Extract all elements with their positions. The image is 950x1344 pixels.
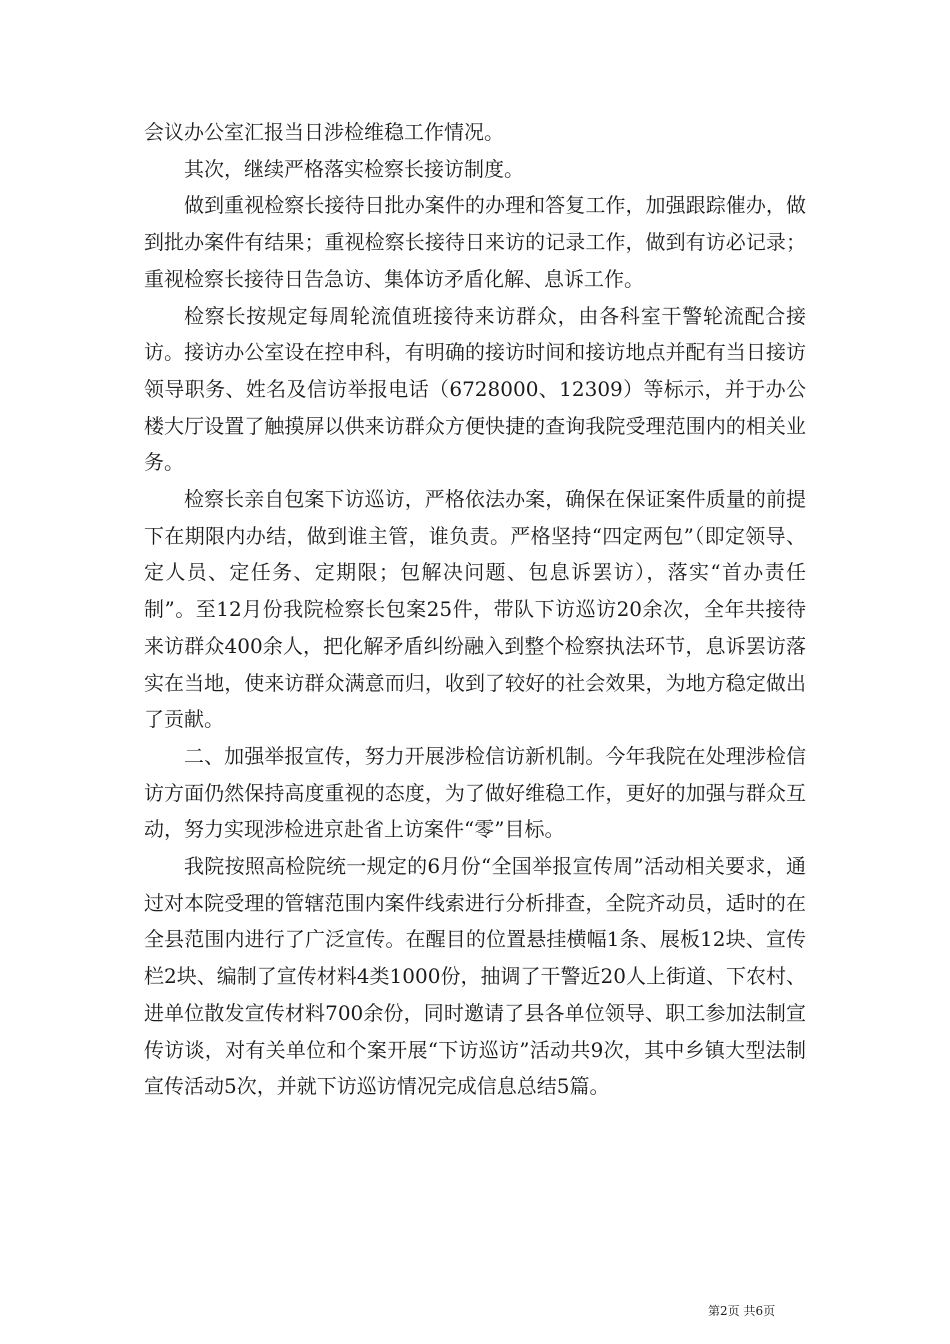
footer-prefix: 第 <box>708 1304 721 1318</box>
paragraph-1: 会议办公室汇报当日涉检维稳工作情况。 <box>144 120 504 144</box>
paragraph-7: 我院按照高检院统一规定的6月份“全国举报宣传周”活动相关要求，通过对本院受理的管辖范围内案件线索进行分析排查，全院齐动员，适时的在全县范围内进行了广泛宣传。在醒目的位置悬挂横幅1条、展板12块、宣传栏2块、编制了宣传材料4类1000份，抽调了干警近20人上街道、下农村、进单位散发宣传材料700余份，同时邀请了县各单位领导、职工参加法制宣传访谈，对有关单位和个案开展“下访巡访”活动共9次，其中乡镇大型法制宣传活动5次，并就下访巡访情况完成信息总结5篇。 <box>144 854 806 1099</box>
paragraph-3: 做到重视检察长接待日批办案件的办理和答复工作，加强跟踪催办，做到批办案件有结果；重视检察长接待日来访的记录工作，做到有访必记录；重视检察长接待日告急访、集体访矛盾化解、息诉工作。 <box>144 193 806 291</box>
paragraph-4: 检察长按规定每周轮流值班接待来访群众，由各科室干警轮流配合接访。接访办公室设在控申科，有明确的接访时间和接访地点并配有当日接访领导职务、姓名及信访举报电话（6728000、12309）等标示，并于办公楼大厅设置了触摸屏以供来访群众方便快捷的查询我院受理范围内的相关业务。 <box>144 303 806 475</box>
page-footer <box>708 1303 775 1319</box>
footer-middle: 页 共 <box>727 1304 756 1318</box>
footer-suffix: 页 <box>763 1304 776 1318</box>
footer-current-page: 2 <box>720 1304 728 1318</box>
paragraph-6: 二、加强举报宣传，努力开展涉检信访新机制。今年我院在处理涉检信访方面仍然保持高度重视的态度，为了做好维稳工作，更好的加强与群众互动，努力实现涉检进京赴省上访案件“零”目标。 <box>144 743 806 842</box>
paragraph-5: 检察长亲自包案下访巡访，严格依法办案，确保在保证案件质量的前提下在期限内办结，做到谁主管，谁负责。严格坚持“四定两包”（即定领导、定人员、定任务、定期限；包解决问题、包息诉罢访），落实“首办责任制”。至12月份我院检察长包案25件，带队下访巡访20余次，全年共接待来访群众400余人，把化解矛盾纠纷融入到整个检察执法环节，息诉罢访落实在当地，使来访群众满意而归，收到了较好的社会效果，为地方稳定做出了贡献。 <box>144 487 806 732</box>
document-body <box>144 114 806 1105</box>
footer-total-pages: 6 <box>755 1304 764 1318</box>
paragraph-2: 其次，继续严格落实检察长接访制度。 <box>184 156 524 181</box>
